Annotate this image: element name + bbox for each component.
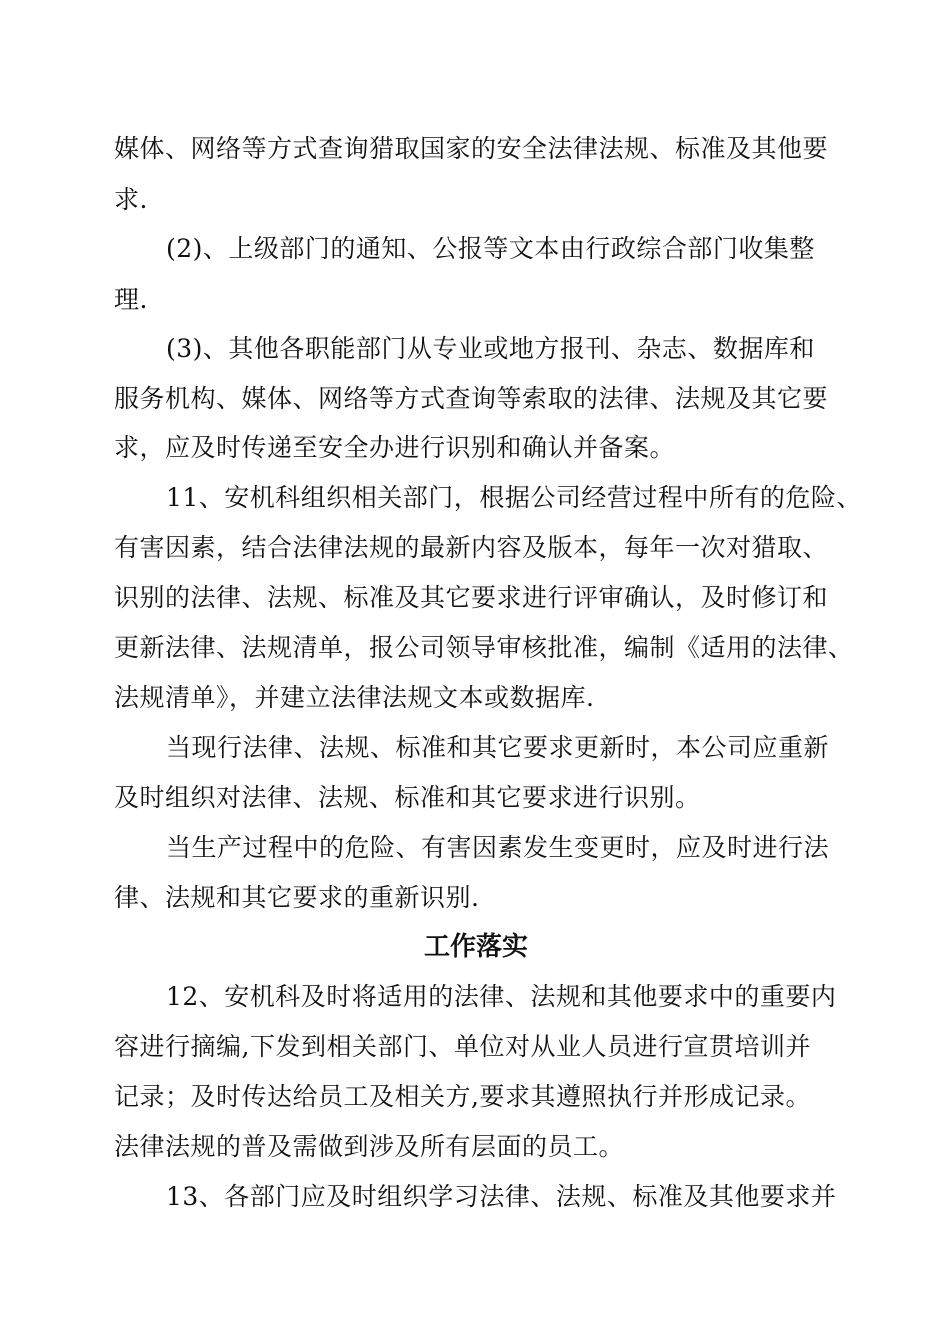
text-line: 律、法规和其它要求的重新识别. [114,883,480,912]
text-line: 媒体、网络等方式查询猎取国家的安全法律法规、标准及其他要 [114,134,829,163]
text-line: 识别的法律、法规、标准及其它要求进行评审确认，及时修订和 [114,583,829,612]
text-line: 法律法规的普及需做到涉及所有层面的员工。 [114,1132,625,1161]
text-line: 理. [114,285,148,314]
text-line: 有害因素，结合法律法规的最新内容及版本，每年一次对猎取、 [114,533,829,562]
section-heading: 工作落实 [423,932,528,962]
text-line: 服务机构、媒体、网络等方式查询等索取的法律、法规及其它要 [114,384,829,413]
text-line: (2)、上级部门的通知、公报等文本由行政综合部门收集整 [166,234,815,263]
text-line: 求. [114,185,148,214]
text-line: 12、安机科及时将适用的法律、法规和其他要求中的重要内 [166,982,837,1011]
text-line: 记录；及时传达给员工及相关方,要求其遵照执行并形成记录。 [114,1082,811,1111]
text-line: (3)、其他各职能部门从专业或地方报刊、杂志、数据库和 [166,334,815,363]
text-line: 及时组织对法律、法规、标准和其它要求进行识别。 [114,783,701,812]
text-line: 11、安机科组织相关部门，根据公司经营过程中所有的危险、 [166,483,862,512]
text-line: 当现行法律、法规、标准和其它要求更新时，本公司应重新 [166,733,830,762]
text-line: 更新法律、法规清单，报公司领导审核批准，编制《适用的法律、 [114,633,854,662]
text-line: 法规清单》，并建立法律法规文本或数据库. [114,683,595,712]
text-line: 求，应及时传递至安全办进行识别和确认并备案。 [114,433,676,462]
text-line: 13、各部门应及时组织学习法律、法规、标准及其他要求并 [166,1182,837,1211]
text-line: 当生产过程中的危险、有害因素发生变更时，应及时进行法 [166,833,830,862]
text-line: 容进行摘编,下发到相关部门、单位对从业人员进行宣贯培训并 [114,1032,811,1061]
